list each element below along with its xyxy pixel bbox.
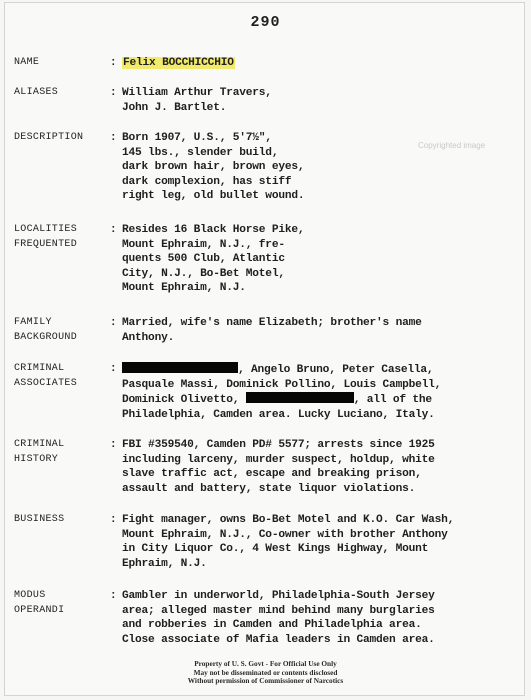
- localities-line: Resides 16 Black Horse Pike,: [122, 224, 305, 236]
- classification-footer: [0, 660, 531, 686]
- modus-line: Close associate of Mafia leaders in Camden area.: [122, 633, 435, 646]
- history-label-line: CRIMINAL: [14, 439, 65, 450]
- associates-text: , all of the: [353, 394, 432, 406]
- page-number: 290: [250, 14, 281, 31]
- associates-line: [122, 362, 522, 378]
- footer-line: Property of U. S. Govt - For Official Use Only: [194, 659, 337, 668]
- redaction-bar: [122, 362, 238, 373]
- business-label: BUSINESS: [14, 514, 65, 525]
- business-line: Fight manager, owns Bo-Bet Motel and K.O. Car Wash,: [122, 514, 455, 526]
- family-label: [14, 316, 108, 345]
- watermark: Copyrighted image: [418, 141, 486, 150]
- localities-line: quents 500 Club, Atlantic: [122, 253, 285, 265]
- associates-line: [122, 392, 522, 408]
- family-line: Married, wife's name Elizabeth; brother's name: [122, 317, 422, 329]
- description-colon: :: [110, 132, 117, 144]
- aliases-colon: :: [110, 87, 117, 99]
- associates-line: Philadelphia, Camden area. Lucky Luciano, Italy.: [122, 408, 435, 421]
- aliases-value: [122, 86, 522, 115]
- name-value-wrap: [122, 56, 522, 71]
- localities-line: Mount Ephraim, N.J.: [122, 282, 246, 294]
- history-line: assault and battery, state liquor violations.: [122, 482, 416, 495]
- footer-line: May not be disseminated or contents disclosed: [193, 667, 338, 677]
- name-label: NAME: [14, 57, 40, 68]
- family-label-line: BACKGROUND: [14, 331, 78, 343]
- description-value: [122, 131, 522, 204]
- description-line: dark brown hair, brown eyes,: [122, 161, 305, 173]
- history-colon: :: [110, 439, 117, 451]
- business-value: [122, 513, 522, 571]
- aliases-line: William Arthur Travers,: [122, 87, 272, 99]
- localities-line: City, N.J., Bo-Bet Motel,: [122, 267, 285, 280]
- description-line: Born 1907, U.S., 5'7½",: [122, 132, 272, 144]
- family-line: Anthony.: [122, 331, 175, 344]
- history-line: FBI #359540, Camden PD# 5577; arrests since 1925: [122, 439, 435, 451]
- history-line: including larceny, murder suspect, holdup, white: [122, 453, 435, 466]
- modus-label-line: MODUS: [14, 590, 46, 601]
- description-label: DESCRIPTION: [14, 132, 84, 143]
- family-colon: :: [110, 317, 117, 329]
- modus-label-line: OPERANDI: [14, 604, 65, 616]
- history-label: [14, 438, 108, 467]
- associates-colon: :: [110, 363, 117, 375]
- redaction-bar: [246, 392, 354, 403]
- associates-value: [122, 362, 522, 422]
- family-value: [122, 316, 522, 345]
- associates-line: Pasquale Massi, Dominick Pollino, Louis Campbell,: [122, 378, 442, 391]
- business-line: Ephraim, N.J.: [122, 557, 207, 570]
- name-value: Felix BOCCHICCHIO: [123, 57, 234, 69]
- footer-line: Without permission of Commissioner of Narcotics: [187, 676, 344, 685]
- localities-value: [122, 223, 522, 296]
- description-line: right leg, old bullet wound.: [122, 190, 305, 202]
- history-value: [122, 438, 522, 496]
- business-line: in City Liquor Co., 4 West Kings Highway, Mount: [122, 543, 429, 555]
- associates-text: , Angelo Bruno, Peter Casella,: [238, 364, 434, 376]
- aliases-line: John J. Bartlet.: [122, 101, 227, 114]
- name-colon: :: [110, 57, 117, 69]
- localities-colon: :: [110, 224, 117, 236]
- modus-colon: :: [110, 590, 117, 602]
- associates-label-line: CRIMINAL: [14, 363, 65, 374]
- modus-line: Gambler in underworld, Philadelphia-South Jersey: [122, 590, 435, 602]
- associates-text: Dominick Olivetto,: [122, 394, 240, 406]
- history-line: slave traffic act, escape and breaking prison,: [122, 468, 422, 480]
- modus-label: [14, 589, 108, 618]
- associates-label: [14, 362, 108, 391]
- modus-value: [122, 589, 522, 647]
- family-label-line: FAMILY: [14, 317, 52, 328]
- localities-label-line: LOCALITIES: [14, 224, 78, 235]
- description-line: dark complexion, has stiff: [122, 175, 292, 188]
- history-label-line: HISTORY: [14, 453, 59, 465]
- aliases-label: ALIASES: [14, 87, 59, 98]
- localities-label-line: FREQUENTED: [14, 238, 78, 250]
- localities-label: [14, 223, 108, 252]
- modus-line: area; alleged master mind behind many burglaries: [122, 604, 435, 617]
- business-line: Mount Ephraim, N.J., Co-owner with brother Anthony: [122, 528, 448, 541]
- modus-line: and robberies in Camden and Philadelphia area.: [122, 619, 422, 631]
- localities-line: Mount Ephraim, N.J., fre-: [122, 238, 285, 251]
- business-colon: :: [110, 514, 117, 526]
- description-line: 145 lbs., slender build,: [122, 146, 279, 159]
- associates-label-line: ASSOCIATES: [14, 377, 78, 389]
